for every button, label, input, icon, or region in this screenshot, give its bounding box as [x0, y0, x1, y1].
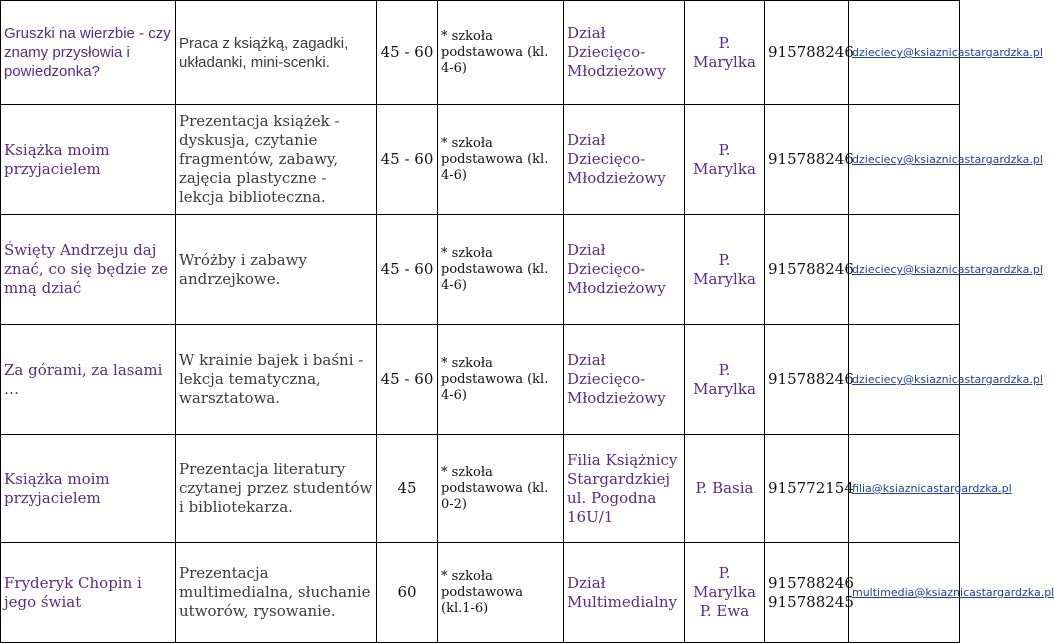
table-row [1, 1, 960, 105]
duration-cell: 45 - 60 [377, 105, 438, 215]
table-row [1, 215, 960, 325]
contact-person-cell: P. Marylka [685, 325, 765, 435]
topic-cell: Gruszki na wierzbie - czy znamy przysłowia i powiedzonka? [1, 1, 176, 105]
phone-cell: 915772154 [765, 435, 849, 543]
description-cell: Prezentacja książek - dyskusja, czytanie fragmentów, zabawy, zajęcia plastyczne - lekcja biblioteczna. [176, 105, 377, 215]
phone-cell: 915788246 [765, 105, 849, 215]
audience-cell: * szkoła podstawowa (kl. 4-6) [438, 215, 564, 325]
department-cell: Dział Dziecięco-Młodzieżowy [564, 1, 685, 105]
email-cell[interactable] [849, 435, 1012, 543]
contact-person-cell: P. Marylka P. Ewa [685, 543, 765, 643]
contact-person-cell: P. Marylka [685, 215, 765, 325]
duration-cell: 45 [377, 435, 438, 543]
description-cell: Wróżby i zabawy andrzejkowe. [176, 215, 377, 325]
contact-person-cell: P. Marylka [685, 1, 765, 105]
table-row [1, 325, 960, 435]
description-cell: Praca z książką, zagadki, układanki, mini-scenki. [176, 1, 377, 105]
audience-cell: * szkoła podstawowa (kl. 4-6) [438, 1, 564, 105]
audience-cell: * szkoła podstawowa (kl.1-6) [438, 543, 564, 643]
duration-cell: 45 - 60 [377, 215, 438, 325]
email-link[interactable]: filia@ksiaznicastargardzka.pl [852, 482, 1012, 495]
email-link[interactable]: dzieciecy@ksiaznicastargardzka.pl [852, 153, 1043, 166]
phone-cell: 915788246 [765, 215, 849, 325]
email-cell[interactable] [849, 1, 1043, 105]
table-row [1, 543, 960, 643]
duration-cell: 45 - 60 [377, 325, 438, 435]
email-link[interactable]: dzieciecy@ksiaznicastargardzka.pl [852, 373, 1043, 386]
topic-cell: Święty Andrzeju daj znać, co się będzie ze mną dziać [1, 215, 176, 325]
department-cell: Dział Dziecięco-Młodzieżowy [564, 105, 685, 215]
audience-cell: * szkoła podstawowa (kl. 4-6) [438, 105, 564, 215]
contact-person-cell: P. Basia [685, 435, 765, 543]
description-cell: W krainie bajek i baśni - lekcja tematyczna, warsztatowa. [176, 325, 377, 435]
email-link[interactable]: dzieciecy@ksiaznicastargardzka.pl [852, 46, 1043, 59]
audience-cell: * szkoła podstawowa (kl. 0-2) [438, 435, 564, 543]
email-cell[interactable] [849, 543, 1054, 643]
audience-cell: * szkoła podstawowa (kl. 4-6) [438, 325, 564, 435]
department-cell: Dział Dziecięco-Młodzieżowy [564, 325, 685, 435]
phone-cell: 915788246 [765, 1, 849, 105]
duration-cell: 45 - 60 [377, 1, 438, 105]
topic-cell: Za górami, za lasami … [1, 325, 176, 435]
topic-cell: Fryderyk Chopin i jego świat [1, 543, 176, 643]
email-link[interactable]: dzieciecy@ksiaznicastargardzka.pl [852, 263, 1043, 276]
department-cell: Dział Dziecięco-Młodzieżowy [564, 215, 685, 325]
topic-cell: Książka moim przyjacielem [1, 105, 176, 215]
duration-cell: 60 [377, 543, 438, 643]
department-cell: Dział Multimedialny [564, 543, 685, 643]
department-cell: Filia Książnicy Stargardzkiej ul. Pogodna 16U/1 [564, 435, 685, 543]
contact-person-cell: P. Marylka [685, 105, 765, 215]
topic-cell: Książka moim przyjacielem [1, 435, 176, 543]
description-cell: Prezentacja literatury czytanej przez studentów i bibliotekarza. [176, 435, 377, 543]
email-cell[interactable] [849, 215, 1043, 325]
phone-cell: 915788246 915788245 [765, 543, 849, 643]
table-row [1, 435, 960, 543]
description-cell: Prezentacja multimedialna, słuchanie utworów, rysowanie. [176, 543, 377, 643]
email-cell[interactable] [849, 105, 1043, 215]
email-link[interactable]: multimedia@ksiaznicastargardzka.pl [852, 586, 1054, 599]
table-row [1, 105, 960, 215]
email-cell[interactable] [849, 325, 1043, 435]
phone-cell: 915788246 [765, 325, 849, 435]
